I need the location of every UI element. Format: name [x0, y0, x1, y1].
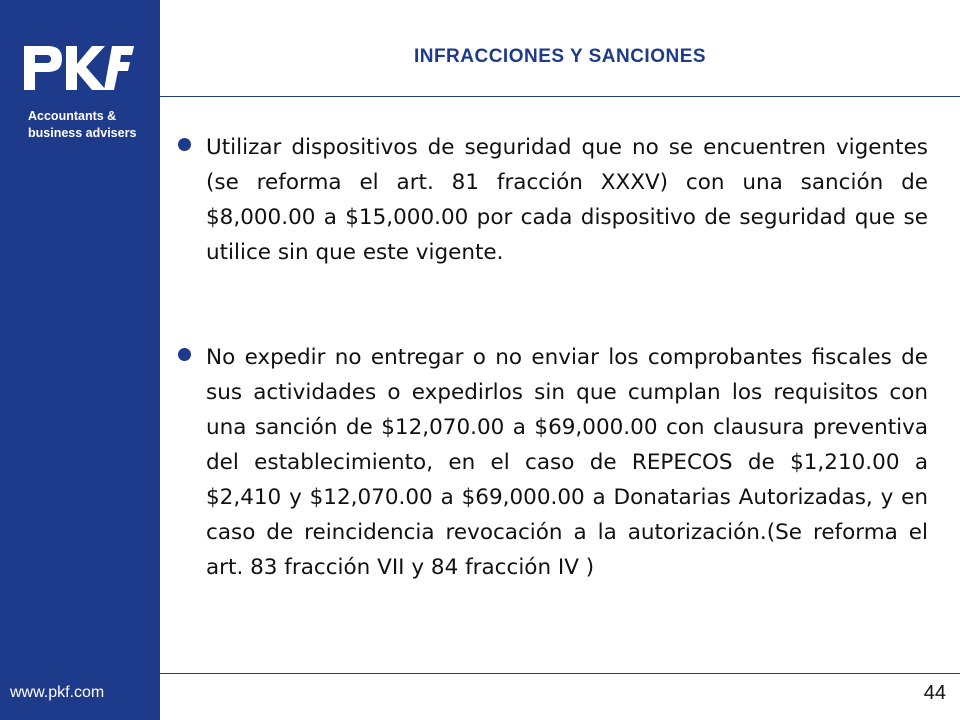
bullet-item-2 [172, 340, 928, 585]
slide-content [172, 130, 928, 585]
bullet-dot-icon [178, 138, 191, 151]
bullet-text: No expedir no entregar o no enviar los comprobantes fiscales de sus actividades o expedirlos sin que cumplan los requisitos con una sanción de $12,070.00 a $69,000.00 con clausura preventiva del establecimiento, en el caso de REPECOS de $1,210.00 a $2,410 y $12,070.00 a $69,000.00 a Donatarias Autorizadas, y en caso de reincidencia revocación a la autorización.(Se reforma el art. 83 fracción VII y 84 fracción IV ) [206, 345, 928, 580]
slide-title: INFRACCIONES Y SANCIONES [413, 46, 707, 67]
bullet-item-1 [172, 130, 928, 270]
bullet-dot-icon [178, 348, 191, 361]
page-number: 44 [923, 682, 946, 704]
website-url: www.pkf.com [10, 684, 105, 701]
pkf-logo-icon [22, 42, 134, 92]
tagline-line-1: Accountants & [28, 109, 117, 123]
footer-divider [160, 673, 960, 674]
header-divider [160, 96, 960, 97]
brand-tagline [28, 108, 158, 142]
bullet-text: Utilizar dispositivos de seguridad que no se encuentren vigentes (se reforma el art. 81 fracción XXXV) con una sanción de $8,000.00 a $15,000.00 por cada dispositivo de seguridad que se utilice sin que este vigente. [206, 135, 928, 265]
brand-sidebar [0, 0, 160, 720]
tagline-line-2: business advisers [28, 126, 137, 140]
